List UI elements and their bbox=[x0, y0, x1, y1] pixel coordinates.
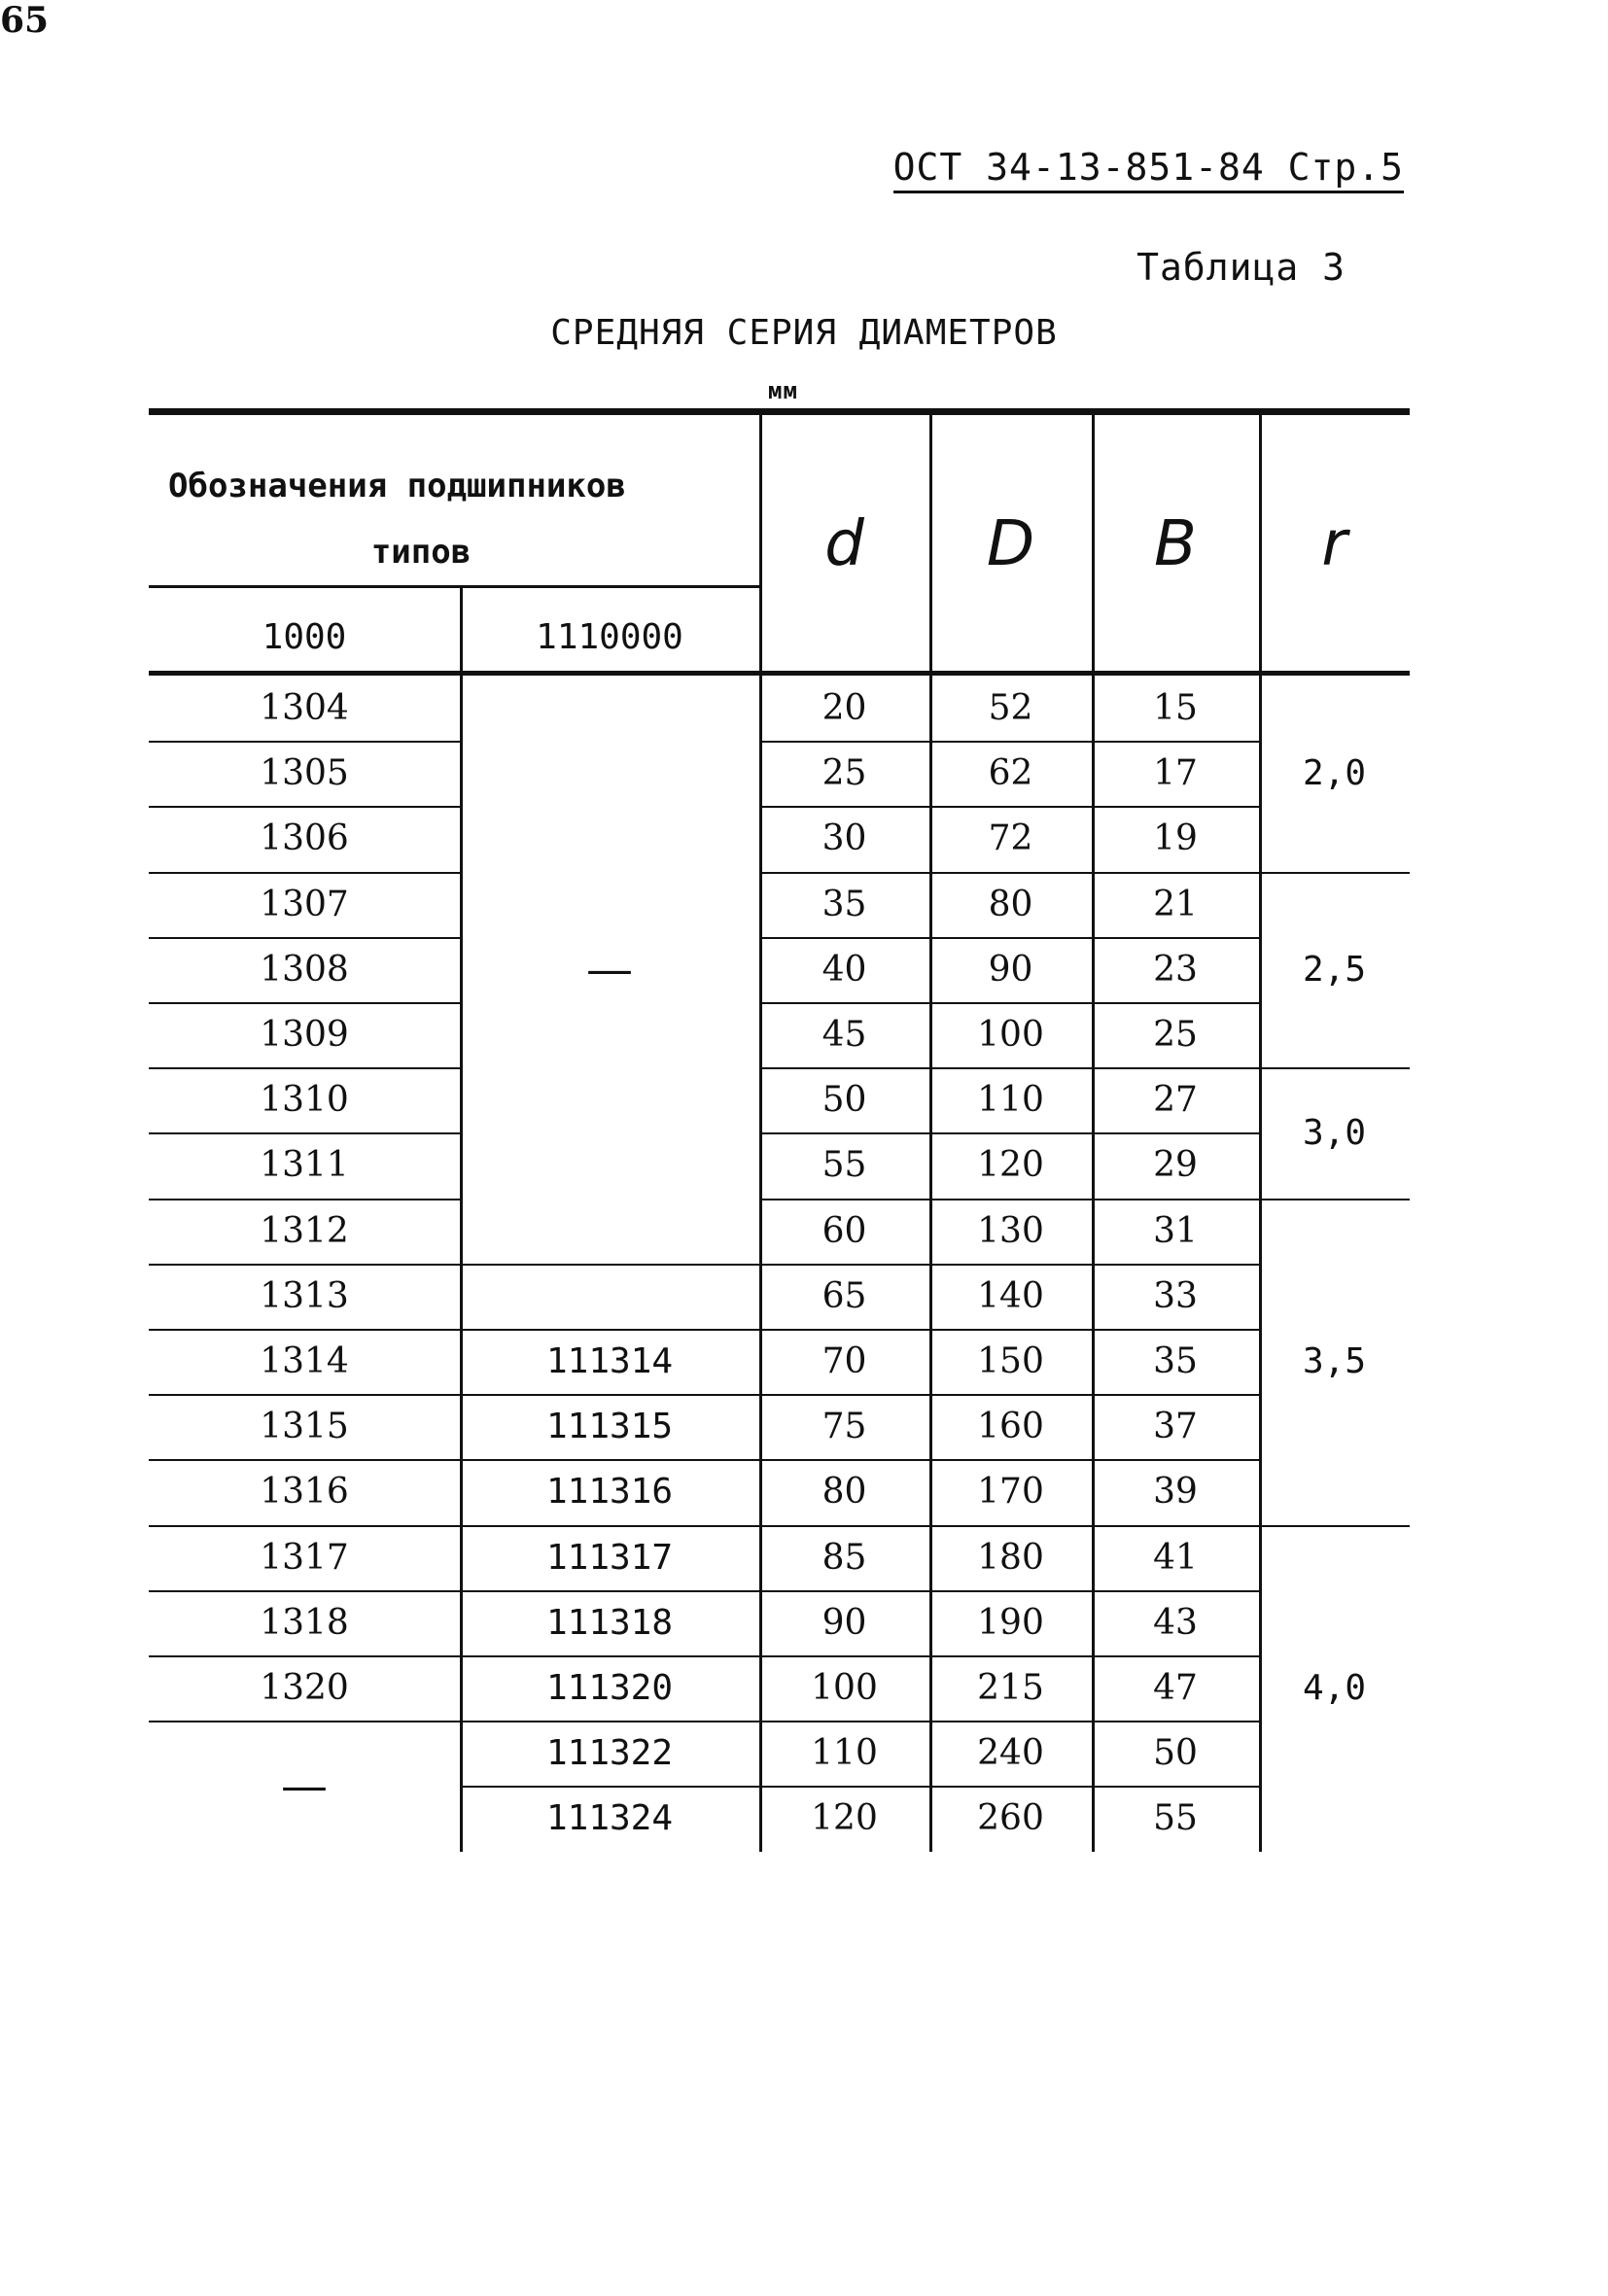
d-cell: 90 bbox=[821, 1602, 867, 1643]
type-column-1000: 1000 bbox=[262, 616, 347, 657]
d-cell: 45 bbox=[821, 1015, 867, 1056]
type-1000-cell: 1306 bbox=[260, 818, 349, 859]
type-1110000-cell: 111320 bbox=[545, 1668, 674, 1709]
D-cell: 190 bbox=[977, 1602, 1044, 1643]
D-cell: 62 bbox=[988, 753, 1033, 794]
B-cell: 37 bbox=[1153, 1407, 1198, 1447]
B-cell: 15 bbox=[1153, 688, 1198, 729]
type-1110000-cell: 111318 bbox=[545, 1602, 674, 1643]
type-1000-cell: 1315 bbox=[260, 1407, 349, 1447]
d-cell: 50 bbox=[821, 1080, 867, 1121]
designation-header: Обозначения подшипников bbox=[168, 467, 626, 505]
B-cell: 31 bbox=[1153, 1210, 1198, 1251]
type-1000-cell: 1316 bbox=[260, 1472, 349, 1513]
d-cell: 120 bbox=[811, 1798, 878, 1839]
header-divider bbox=[149, 585, 761, 588]
type-1110000-cell: 111316 bbox=[545, 1472, 674, 1513]
D-cell: 240 bbox=[977, 1733, 1044, 1774]
D-cell: 52 bbox=[988, 688, 1033, 729]
table-title: СРЕДНЯЯ СЕРИЯ ДИАМЕТРОВ bbox=[550, 313, 1058, 353]
type-1000-cell: 1309 bbox=[260, 1015, 349, 1056]
r-value-cell: 3,5 bbox=[1302, 1341, 1367, 1382]
type-1000-cell: 1304 bbox=[260, 688, 349, 729]
D-cell: 90 bbox=[988, 949, 1033, 990]
document-code: ОСТ 34-13-851-84 Стр.5 bbox=[893, 146, 1404, 193]
D-cell: 170 bbox=[977, 1472, 1044, 1513]
D-cell: 100 bbox=[977, 1015, 1044, 1056]
type-1000-cell: 1308 bbox=[260, 949, 349, 990]
D-cell: 130 bbox=[977, 1210, 1044, 1251]
d-cell: 75 bbox=[821, 1407, 867, 1447]
r-value-cell: 2,5 bbox=[1302, 949, 1367, 990]
d-cell: 60 bbox=[821, 1210, 867, 1251]
d-cell: 85 bbox=[821, 1537, 867, 1578]
D-cell: 215 bbox=[977, 1668, 1044, 1709]
type-1000-cell: 1314 bbox=[260, 1341, 349, 1382]
d-cell: 70 bbox=[821, 1341, 867, 1382]
type-1110000-cell: 111322 bbox=[545, 1733, 674, 1774]
column-B: B bbox=[1154, 508, 1197, 580]
B-cell: 55 bbox=[1153, 1798, 1198, 1839]
column-r: r bbox=[1321, 508, 1347, 580]
dash-cell: — bbox=[586, 942, 633, 997]
D-cell: 120 bbox=[977, 1145, 1044, 1186]
type-1110000-cell: 111315 bbox=[545, 1407, 674, 1447]
d-cell: 80 bbox=[821, 1472, 867, 1513]
d-cell: 35 bbox=[821, 884, 867, 924]
table-label: Таблица 3 bbox=[1136, 246, 1346, 289]
B-cell: 33 bbox=[1153, 1275, 1198, 1316]
d-cell: 100 bbox=[811, 1668, 878, 1709]
D-cell: 260 bbox=[977, 1798, 1044, 1839]
table-top-rule bbox=[149, 408, 1410, 415]
type-1000-cell: 1320 bbox=[260, 1668, 349, 1709]
B-cell: 29 bbox=[1153, 1145, 1198, 1186]
B-cell: 23 bbox=[1153, 949, 1198, 990]
type-1000-cell: 1310 bbox=[260, 1080, 349, 1121]
D-cell: 150 bbox=[977, 1341, 1044, 1382]
type-column-1110000: 1110000 bbox=[536, 616, 683, 657]
B-cell: 25 bbox=[1153, 1015, 1198, 1056]
column-d: d bbox=[824, 508, 864, 580]
d-cell: 55 bbox=[821, 1145, 867, 1186]
dash-cell: — bbox=[281, 1758, 328, 1814]
d-cell: 30 bbox=[821, 818, 867, 859]
D-cell: 140 bbox=[977, 1275, 1044, 1316]
type-1000-cell: 1313 bbox=[260, 1275, 349, 1316]
type-1000-cell: 1311 bbox=[260, 1145, 349, 1186]
type-1000-cell: 1317 bbox=[260, 1537, 349, 1578]
types-label: типов bbox=[370, 532, 472, 572]
d-cell: 20 bbox=[821, 688, 867, 729]
row-rule bbox=[460, 1264, 759, 1266]
B-cell: 41 bbox=[1153, 1537, 1198, 1578]
B-cell: 47 bbox=[1153, 1668, 1198, 1709]
B-cell: 17 bbox=[1153, 753, 1198, 794]
type-1000-cell: 1305 bbox=[260, 753, 349, 794]
type-1000-cell: 1307 bbox=[260, 884, 349, 924]
D-cell: 72 bbox=[988, 818, 1033, 859]
D-cell: 180 bbox=[977, 1537, 1044, 1578]
column-D: D bbox=[986, 508, 1035, 580]
type-1110000-cell: 111324 bbox=[545, 1798, 674, 1839]
units-label: мм bbox=[768, 377, 798, 404]
d-cell: 110 bbox=[811, 1733, 878, 1774]
bearing-dimensions-table bbox=[149, 408, 1410, 1852]
type-1000-cell: 1318 bbox=[260, 1602, 349, 1643]
D-cell: 80 bbox=[988, 884, 1033, 924]
B-cell: 43 bbox=[1153, 1602, 1198, 1643]
page-number: 65 bbox=[0, 0, 50, 41]
B-cell: 50 bbox=[1153, 1733, 1198, 1774]
d-cell: 65 bbox=[821, 1275, 867, 1316]
type-1110000-cell: 111317 bbox=[545, 1537, 674, 1578]
B-cell: 35 bbox=[1153, 1341, 1198, 1382]
d-cell: 40 bbox=[821, 949, 867, 990]
B-cell: 27 bbox=[1153, 1080, 1198, 1121]
type-1110000-cell: 111314 bbox=[545, 1341, 674, 1382]
type-1000-cell: 1312 bbox=[260, 1210, 349, 1251]
D-cell: 160 bbox=[977, 1407, 1044, 1447]
B-cell: 19 bbox=[1153, 818, 1198, 859]
r-value-cell: 3,0 bbox=[1302, 1112, 1367, 1153]
B-cell: 21 bbox=[1153, 884, 1198, 924]
B-cell: 39 bbox=[1153, 1472, 1198, 1513]
d-cell: 25 bbox=[821, 753, 867, 794]
r-value-cell: 4,0 bbox=[1302, 1668, 1367, 1709]
r-value-cell: 2,0 bbox=[1302, 753, 1367, 794]
D-cell: 110 bbox=[977, 1080, 1044, 1121]
